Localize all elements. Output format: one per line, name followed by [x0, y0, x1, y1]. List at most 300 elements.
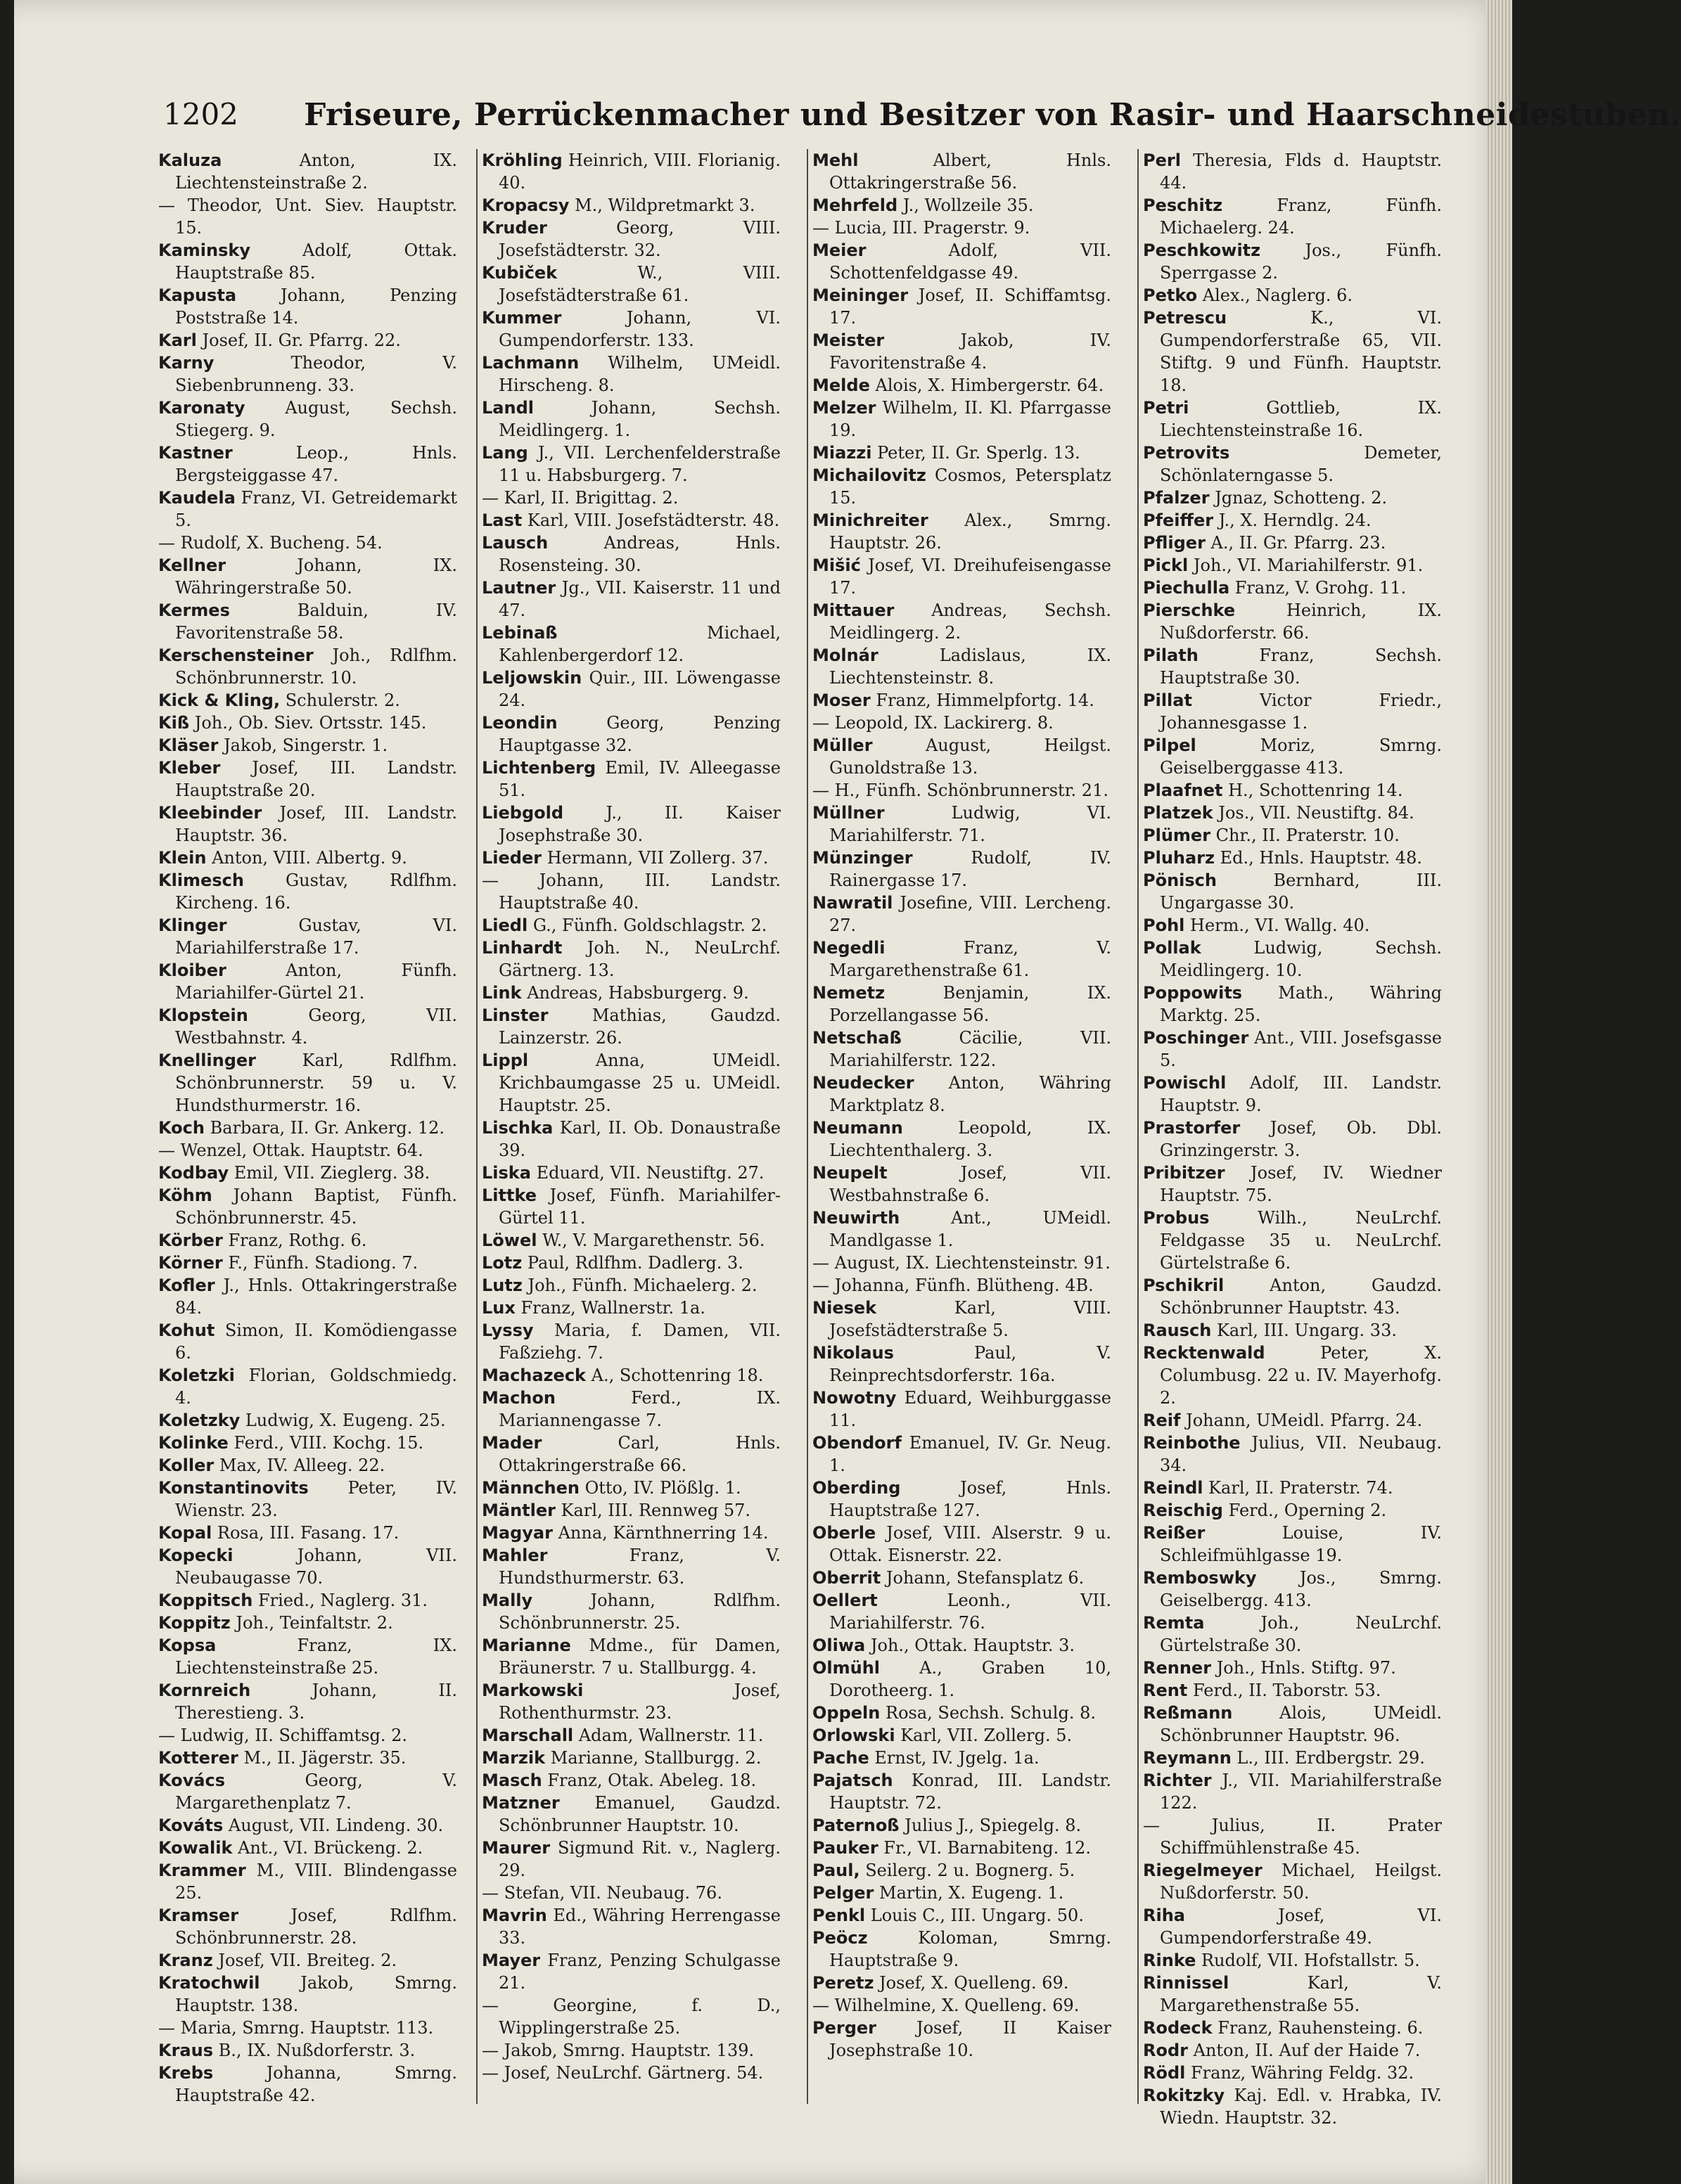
entry-name: Kopal: [158, 1523, 212, 1543]
entry-name: Plaafnet: [1143, 781, 1223, 800]
entry-address: Georg, VIII. Josefstädterstr. 32.: [499, 218, 781, 260]
entry-name: Michailovitz: [812, 465, 926, 485]
entry-name: Petrescu: [1143, 308, 1227, 328]
directory-entry: [1143, 194, 1442, 239]
entry-name: Kaluza: [158, 150, 222, 170]
entry-address: Heinrich, IX. Nußdorferstr. 66.: [1160, 600, 1442, 643]
directory-entry: [158, 1432, 457, 1454]
directory-entry: [158, 734, 457, 757]
entry-name: Petko: [1143, 285, 1198, 305]
entry-name: Klopstein: [158, 1006, 248, 1025]
directory-entry: [812, 599, 1111, 644]
entry-address: Andreas, Habsburgerg. 9.: [527, 983, 749, 1003]
directory-entry: [158, 1139, 457, 1162]
entry-address: Albert, Hnls. Ottakringerstraße 56.: [829, 150, 1111, 193]
directory-entry: [482, 1387, 781, 1432]
directory-entry: [812, 1882, 1111, 1904]
entry-address: Ludwig, X. Eugeng. 25.: [245, 1411, 446, 1430]
entry-address: Anton, VIII. Albertg. 9.: [212, 848, 407, 868]
directory-entry: [1143, 644, 1442, 689]
directory-entry: [482, 442, 781, 487]
entry-name: Kapusta: [158, 285, 237, 305]
entry-address: Ferd., IX. Mariannengasse 7.: [499, 1388, 781, 1430]
entry-name: Mader: [482, 1433, 542, 1453]
directory-entry: [1143, 1567, 1442, 1612]
entry-address: Rosa, Sechsh. Schulg. 8.: [886, 1703, 1096, 1723]
directory-entry: [1143, 1859, 1442, 1904]
entry-name: Rinke: [1143, 1951, 1196, 1970]
entry-name: Rausch: [1143, 1321, 1212, 1340]
entry-name: Machon: [482, 1388, 556, 1408]
entry-name: Lux: [482, 1298, 516, 1318]
directory-entry: [482, 914, 781, 937]
directory-entry: [158, 599, 457, 644]
directory-entry: [1143, 1657, 1442, 1679]
entry-name: Lachmann: [482, 353, 580, 373]
entry-name: Linster: [482, 1006, 549, 1025]
directory-entry: [158, 1364, 457, 1409]
directory-entry: [482, 1319, 781, 1364]
entry-name: Rodeck: [1143, 2018, 1213, 2038]
entry-address: Jos., VII. Neustiftg. 84.: [1218, 803, 1414, 823]
entry-address: Adolf, III. Landstr. Hauptstr. 9.: [1160, 1073, 1442, 1115]
directory-entry: [158, 554, 457, 599]
entry-name: Oberding: [812, 1478, 901, 1498]
directory-entry: [812, 1477, 1111, 1522]
directory-entry: [812, 1589, 1111, 1634]
entry-name: Kermes: [158, 600, 230, 620]
entry-address: Marianne, Stallburgg. 2.: [550, 1748, 762, 1768]
entry-address: Jos., Fünfh. Sperrgasse 2.: [1160, 240, 1442, 283]
entry-address: Mdme., für Damen, Bräunerstr. 7 u. Stallburgg. 4.: [499, 1636, 781, 1678]
entry-name: Reinbothe: [1143, 1433, 1241, 1453]
entry-name: Oberle: [812, 1523, 876, 1543]
directory-entry: [812, 397, 1111, 442]
entry-name: Reif: [1143, 1411, 1181, 1430]
entry-name: Kummer: [482, 308, 562, 328]
entry-address: Franz, Otak. Abeleg. 18.: [547, 1771, 757, 1790]
entry-name: Probus: [1143, 1208, 1210, 1228]
entry-name: Koppitz: [158, 1613, 231, 1633]
directory-entry: [1143, 2062, 1442, 2084]
entry-address: Alois, X. Himbergerstr. 64.: [875, 375, 1104, 395]
entry-address: Anton, Fünfh. Mariahilfer-Gürtel 21.: [175, 961, 457, 1003]
entry-name: Kováts: [158, 1816, 224, 1835]
entry-name: Lyssy: [482, 1321, 534, 1340]
directory-entry: [482, 149, 781, 194]
entry-name: Neuwirth: [812, 1208, 900, 1228]
entry-address: J., Wollzeile 35.: [902, 195, 1034, 215]
entry-name: Koller: [158, 1456, 215, 1475]
entry-address: Rudolf, VII. Hofstallstr. 5.: [1201, 1951, 1420, 1970]
entry-name: Landl: [482, 398, 534, 418]
entry-name: Körber: [158, 1231, 223, 1250]
directory-entry: [482, 869, 781, 914]
entry-address: G., Fünfh. Goldschlagstr. 2.: [532, 916, 767, 935]
entry-name: Perger: [812, 2018, 876, 2038]
directory-entry: [482, 1499, 781, 1522]
directory-entry: [812, 847, 1111, 892]
entry-address: W., VIII. Josefstädterstraße 61.: [499, 263, 781, 305]
directory-entry: [812, 1432, 1111, 1477]
directory-entry: [1143, 689, 1442, 734]
entry-address: Heinrich, VIII. Florianig. 40.: [499, 150, 781, 193]
entry-name: Reischig: [1143, 1501, 1223, 1520]
directory-entry: [1143, 982, 1442, 1027]
entry-address: Ant., VIII. Josefsgasse 5.: [1160, 1028, 1442, 1070]
entry-name: Obendorf: [812, 1433, 902, 1453]
entry-address: W., V. Margarethenstr. 56.: [542, 1231, 765, 1250]
directory-entry: [812, 1747, 1111, 1769]
directory-entry: [812, 1072, 1111, 1117]
directory-entry: [1143, 1207, 1442, 1274]
entry-name: Netschaß: [812, 1028, 902, 1048]
directory-entry: [1143, 307, 1442, 397]
entry-name: Liska: [482, 1163, 531, 1183]
entry-name: Nawratil: [812, 893, 893, 913]
entry-address: Joh., VI. Mariahilferstr. 91.: [1193, 555, 1424, 575]
directory-entry: [158, 1747, 457, 1769]
entry-name: Kruder: [482, 218, 547, 238]
entry-address: Josefine, VIII. Lercheng. 27.: [829, 893, 1111, 935]
entry-address: Karl, Rdlfhm. Schönbrunnerstr. 59 u. V. Hundsthurmerstr. 16.: [175, 1051, 457, 1115]
entry-name: Kerschensteiner: [158, 645, 314, 665]
directory-entry: [1143, 869, 1442, 914]
entry-name: Koppitsch: [158, 1591, 253, 1610]
page-edge: [1485, 0, 1512, 2184]
directory-entry: [812, 149, 1111, 194]
entry-name: Kröhling: [482, 150, 563, 170]
entry-address: Barbara, II. Gr. Ankerg. 12.: [210, 1118, 445, 1138]
directory-entry: [812, 284, 1111, 329]
entry-name: Neupelt: [812, 1163, 888, 1183]
entry-name: Piechulla: [1143, 578, 1230, 598]
directory-entry: [1143, 1319, 1442, 1342]
entry-name: Münzinger: [812, 848, 913, 868]
directory-entry: [812, 554, 1111, 599]
directory-entry: [482, 1049, 781, 1117]
entry-address: Theresia, Flds d. Hauptstr. 44.: [1160, 150, 1442, 193]
directory-entry: [812, 1522, 1111, 1567]
directory-entry: [158, 2039, 457, 2062]
directory-entry: [482, 1837, 781, 1882]
entry-address: — Maria, Smrng. Hauptstr. 113.: [158, 2018, 434, 2038]
entry-address: Josef, Rothenthurmstr. 23.: [499, 1681, 781, 1723]
entry-address: Paul, V. Reinprechtsdorferstr. 16a.: [829, 1343, 1111, 1385]
directory-entry: [1143, 802, 1442, 824]
entry-name: Klinger: [158, 916, 227, 935]
directory-entry: [158, 532, 457, 554]
directory-entry: [1143, 779, 1442, 802]
entry-address: A., II. Gr. Pfarrg. 23.: [1210, 533, 1386, 553]
directory-entry: [482, 1229, 781, 1252]
directory-entry: [1143, 1409, 1442, 1432]
entry-address: Franz, VI. Getreidemarkt 5.: [175, 488, 457, 530]
entry-name: Löwel: [482, 1231, 537, 1250]
entry-name: Kolinke: [158, 1433, 229, 1453]
directory-entry: [812, 1567, 1111, 1589]
entry-address: Koloman, Smrng. Hauptstraße 9.: [829, 1928, 1111, 1970]
entry-address: B., IX. Nußdorferstr. 3.: [218, 2041, 416, 2060]
directory-entry: [812, 442, 1111, 464]
directory-entry: [1143, 1072, 1442, 1117]
directory-entry: [812, 1657, 1111, 1702]
entry-address: Michael, Heilgst. Nußdorferstr. 50.: [1160, 1861, 1442, 1903]
directory-entry: [482, 2039, 781, 2062]
directory-columns: [158, 149, 1442, 2128]
entry-address: Franz, Währing Feldg. 32.: [1191, 2063, 1414, 2083]
entry-address: Bernhard, III. Ungargasse 30.: [1160, 871, 1442, 913]
directory-column: [1143, 149, 1442, 2128]
directory-entry: [812, 982, 1111, 1027]
entry-name: Lieder: [482, 848, 542, 868]
directory-entry: [812, 1837, 1111, 1859]
entry-address: Franz, Penzing Schulgasse 21.: [499, 1951, 781, 1993]
directory-entry: [158, 1477, 457, 1522]
entry-address: Emanuel, Gaudzd. Schönbrunner Hauptstr. 10.: [499, 1793, 781, 1835]
entry-name: Pollak: [1143, 938, 1201, 958]
entry-name: Kopecki: [158, 1546, 234, 1565]
entry-name: Meininger: [812, 285, 909, 305]
directory-entry: [482, 1769, 781, 1792]
entry-name: Lutz: [482, 1276, 523, 1295]
entry-name: Meier: [812, 240, 867, 260]
entry-name: Pluharz: [1143, 848, 1215, 868]
entry-name: Männchen: [482, 1478, 580, 1498]
entry-name: Neumann: [812, 1118, 903, 1138]
entry-name: Kloiber: [158, 961, 226, 980]
entry-address: Josef, Rdlfhm. Schönbrunnerstr. 28.: [175, 1906, 457, 1948]
entry-address: Josef, III. Landstr. Hauptstr. 36.: [175, 803, 457, 845]
entry-address: Otto, IV. Plößlg. 1.: [584, 1478, 741, 1498]
entry-address: Jakob, Smrng. Hauptstr. 138.: [175, 1973, 457, 2015]
entry-address: Karl, VII. Zollerg. 5.: [900, 1726, 1073, 1745]
entry-address: Leop., Hnls. Bergsteiggasse 47.: [175, 443, 457, 485]
directory-entry: [158, 1049, 457, 1117]
directory-entry: [812, 802, 1111, 847]
entry-address: Georg, VII. Westbahnstr. 4.: [175, 1006, 457, 1048]
entry-name: Klimesch: [158, 871, 244, 890]
entry-address: Anton, Gaudzd. Schönbrunner Hauptstr. 43.: [1160, 1276, 1442, 1318]
entry-name: Mavrin: [482, 1906, 547, 1925]
directory-entry: [158, 397, 457, 442]
directory-entry: [482, 712, 781, 757]
entry-name: Linhardt: [482, 938, 563, 958]
entry-address: Ludwig, Sechsh. Meidlingerg. 10.: [1160, 938, 1442, 980]
entry-address: Johann, VI. Gumpendorferstr. 133.: [499, 308, 781, 350]
entry-name: Kofler: [158, 1276, 215, 1295]
entry-name: Platzek: [1143, 803, 1213, 823]
directory-entry: [482, 1994, 781, 2039]
entry-name: Pajatsch: [812, 1771, 893, 1790]
entry-name: Mäntler: [482, 1501, 556, 1520]
entry-name: Kaminsky: [158, 240, 251, 260]
directory-entry: [158, 1544, 457, 1589]
entry-name: Marzik: [482, 1748, 546, 1768]
entry-name: Rent: [1143, 1681, 1188, 1700]
entry-address: Josef, Ob. Dbl. Grinzingerstr. 3.: [1160, 1118, 1442, 1160]
directory-entry: [812, 1117, 1111, 1162]
entry-address: Ludwig, VI. Mariahilferstr. 71.: [829, 803, 1111, 845]
entry-name: Kläser: [158, 736, 219, 755]
directory-entry: [812, 1769, 1111, 1814]
entry-name: Kaudela: [158, 488, 236, 508]
entry-address: August, Sechsh. Stiegerg. 9.: [175, 398, 457, 440]
entry-address: Fr., VI. Barnabiteng. 12.: [883, 1838, 1092, 1858]
entry-name: Lichtenberg: [482, 758, 596, 778]
directory-entry: [158, 1837, 457, 1859]
entry-name: Kodbay: [158, 1163, 229, 1183]
entry-address: Carl, Hnls. Ottakringerstraße 66.: [499, 1433, 781, 1475]
entry-address: — H., Fünfh. Schönbrunnerstr. 21.: [812, 781, 1108, 800]
entry-name: Masch: [482, 1771, 542, 1790]
directory-entry: [1143, 1117, 1442, 1162]
directory-column: [482, 149, 781, 2118]
entry-address: Rosa, III. Fasang. 17.: [217, 1523, 400, 1543]
entry-address: — Georgine, f. D., Wipplingerstraße 25.: [482, 1996, 781, 2038]
entry-address: Eduard, Weihburggasse 11.: [829, 1388, 1111, 1430]
directory-entry: [482, 1184, 781, 1229]
entry-name: Liebgold: [482, 803, 564, 823]
entry-name: Kastner: [158, 443, 233, 463]
entry-name: Lausch: [482, 533, 549, 553]
entry-name: Pauker: [812, 1838, 878, 1858]
entry-name: Kohut: [158, 1321, 215, 1340]
entry-name: Peschitz: [1143, 195, 1223, 215]
entry-address: Jakob, IV. Favoritenstraße 4.: [829, 330, 1111, 373]
directory-entry: [158, 1612, 457, 1634]
entry-name: Moser: [812, 690, 871, 710]
directory-entry: [482, 1949, 781, 1994]
directory-entry: [158, 2017, 457, 2039]
entry-address: Ernst, IV. Jgelg. 1a.: [874, 1748, 1040, 1768]
directory-entry: [1143, 554, 1442, 577]
directory-entry: [482, 307, 781, 352]
directory-entry: [812, 779, 1111, 802]
entry-address: Wilhelm, UMeidl. Hirscheng. 8.: [499, 353, 781, 395]
entry-address: Josef, VIII. Alserstr. 9 u. Ottak. Eisnerstr. 22.: [829, 1523, 1111, 1565]
directory-entry: [158, 1319, 457, 1364]
directory-entry: [482, 1724, 781, 1747]
entry-name: Kraus: [158, 2041, 213, 2060]
entry-name: Krebs: [158, 2063, 214, 2083]
entry-address: Joh., Fünfh. Michaelerg. 2.: [528, 1276, 758, 1295]
directory-entry: [812, 1724, 1111, 1747]
directory-entry: [158, 1004, 457, 1049]
directory-entry: [158, 1972, 457, 2017]
entry-name: Meister: [812, 330, 885, 350]
entry-address: Julius, VII. Neubaug. 34.: [1160, 1433, 1442, 1475]
entry-address: M., Wildpretmarkt 3.: [575, 195, 755, 215]
entry-name: Knellinger: [158, 1051, 257, 1070]
entry-name: Reindl: [1143, 1478, 1203, 1498]
entry-address: Konrad, III. Landstr. Hauptstr. 72.: [829, 1771, 1111, 1813]
entry-address: — Johanna, Fünfh. Blütheng. 4B.: [812, 1276, 1094, 1295]
entry-address: Emil, IV. Alleegasse 51.: [499, 758, 781, 800]
entry-address: Louise, IV. Schleifmühlgasse 19.: [1160, 1523, 1442, 1565]
entry-name: Link: [482, 983, 522, 1003]
directory-entry: [158, 1904, 457, 1949]
directory-entry: [158, 1949, 457, 1972]
directory-entry: [1143, 2017, 1442, 2039]
directory-entry: [1143, 577, 1442, 599]
directory-entry: [1143, 1679, 1442, 1702]
entry-address: Josef, Hnls. Hauptstraße 127.: [829, 1478, 1111, 1520]
entry-address: Franz, Rauhensteing. 6.: [1217, 2018, 1424, 2038]
directory-entry: [482, 1747, 781, 1769]
entry-name: Kleebinder: [158, 803, 262, 823]
entry-name: Mehl: [812, 150, 859, 170]
entry-address: Joh. N., NeuLrchf. Gärtnerg. 13.: [499, 938, 781, 980]
entry-name: Kratochwil: [158, 1973, 260, 1993]
entry-address: Johann, VII. Neubaugasse 70.: [175, 1546, 457, 1588]
directory-entry: [1143, 239, 1442, 284]
directory-entry: [812, 1702, 1111, 1724]
entry-name: Mayer: [482, 1951, 541, 1970]
entry-name: Poppowits: [1143, 983, 1243, 1003]
entry-address: Josef, IV. Wiedner Hauptstr. 75.: [1160, 1163, 1442, 1205]
entry-name: Kick & Kling,: [158, 690, 281, 710]
directory-entry: [1143, 599, 1442, 644]
directory-entry: [482, 1162, 781, 1184]
entry-address: Chr., II. Praterstr. 10.: [1215, 826, 1400, 845]
entry-address: Adolf, VII. Schottenfeldgasse 49.: [829, 240, 1111, 283]
entry-address: — Johann, III. Landstr. Hauptstraße 40.: [482, 871, 781, 913]
entry-name: Markowski: [482, 1681, 584, 1700]
entry-name: Koletzki: [158, 1366, 235, 1385]
directory-entry: [482, 1522, 781, 1544]
directory-entry: [1143, 1432, 1442, 1477]
entry-name: Pillat: [1143, 690, 1192, 710]
entry-address: Alex., Naglerg. 6.: [1202, 285, 1353, 305]
entry-name: Prastorfer: [1143, 1118, 1241, 1138]
directory-entry: [812, 1027, 1111, 1072]
entry-address: Karl, III. Ungarg. 33.: [1217, 1321, 1397, 1340]
directory-entry: [482, 1432, 781, 1477]
entry-address: Anna, Kärnthnerring 14.: [558, 1523, 769, 1543]
directory-entry: [158, 1274, 457, 1319]
entry-address: August, Heilgst. Gunoldstraße 13.: [829, 736, 1111, 778]
directory-entry: [1143, 1972, 1442, 2017]
directory-entry: [158, 712, 457, 734]
directory-entry: [482, 802, 781, 847]
entry-name: Mittauer: [812, 600, 895, 620]
directory-entry: [482, 667, 781, 712]
entry-address: Karl, V. Margarethenstraße 55.: [1160, 1973, 1442, 2015]
entry-address: — Karl, II. Brigittag. 2.: [482, 488, 679, 508]
directory-entry: [812, 1634, 1111, 1657]
entry-address: Michael, Kahlenbergerdorf 12.: [499, 623, 781, 665]
directory-entry: [1143, 1904, 1442, 1949]
entry-address: Peter, X. Columbusg. 22 u. IV. Mayerhofg. 2.: [1160, 1343, 1442, 1408]
entry-address: L., III. Erdbergstr. 29.: [1236, 1748, 1425, 1768]
entry-address: Josef, III. Landstr. Hauptstraße 20.: [175, 758, 457, 800]
directory-entry: [1143, 1027, 1442, 1072]
entry-name: Lippl: [482, 1051, 529, 1070]
directory-entry: [482, 1274, 781, 1297]
entry-name: Pönisch: [1143, 871, 1217, 890]
directory-entry: [482, 1004, 781, 1049]
directory-entry: [482, 194, 781, 217]
directory-entry: [158, 1634, 457, 1679]
entry-name: Remta: [1143, 1613, 1205, 1633]
directory-entry: [1143, 734, 1442, 779]
directory-entry: [1143, 1522, 1442, 1567]
directory-entry: [812, 464, 1111, 509]
directory-entry: [482, 397, 781, 442]
directory-entry: [482, 1364, 781, 1387]
directory-column: [812, 149, 1111, 2118]
